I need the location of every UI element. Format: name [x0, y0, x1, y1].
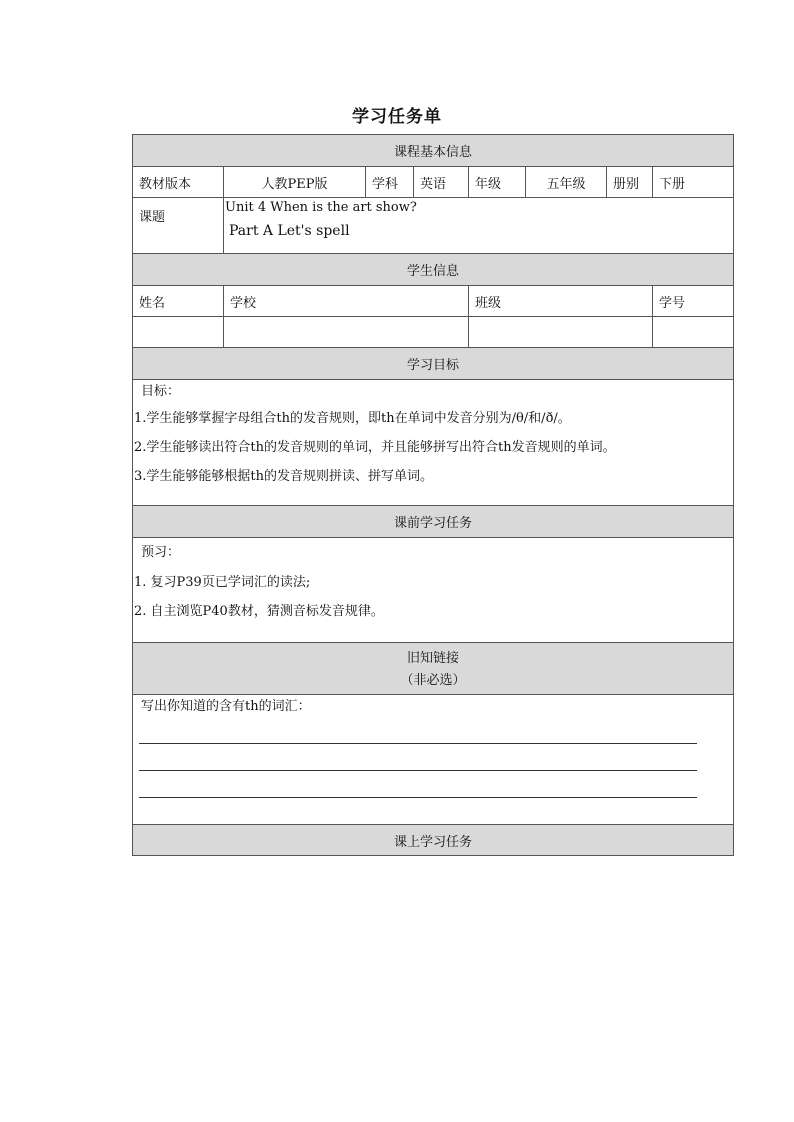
textbook-label: 教材版本	[133, 167, 224, 198]
topic-unit-title: Unit 4 When is the art show?	[225, 200, 417, 215]
grade-value: 五年级	[526, 167, 607, 198]
review-header-optional: （非必选）	[400, 672, 466, 688]
student-school-cell[interactable]	[224, 317, 469, 348]
textbook-value: 人教PEP版	[224, 167, 366, 198]
section-header-goals: 学习目标	[133, 348, 734, 380]
student-number-cell[interactable]	[653, 317, 734, 348]
goal-item: 3.学生能够能够根据th的发音规则拼读、拼写单词。	[134, 469, 434, 484]
goal-item: 1.学生能够掌握字母组合th的发音规则，即th在单词中发音分别为/θ/和/ð/。	[134, 411, 571, 426]
preclass-heading: 预习：	[141, 545, 181, 560]
goal-item: 2.学生能够读出符合th的发音规则的单词，并且能够拼写出符合th发音规则的单词。	[134, 440, 616, 455]
volume-value: 下册	[653, 167, 734, 198]
section-header-preclass: 课前学习任务	[133, 506, 734, 538]
answer-line[interactable]	[139, 771, 697, 798]
section-header-review	[133, 643, 734, 695]
goals-cell	[133, 380, 734, 506]
section-header-inclass: 课上学习任务	[133, 825, 734, 856]
student-class-label: 班级	[469, 286, 653, 317]
task-sheet-table	[132, 134, 734, 856]
volume-label: 册别	[607, 167, 653, 198]
student-name-label: 姓名	[133, 286, 224, 317]
answer-line[interactable]	[139, 744, 697, 771]
section-header-student: 学生信息	[133, 254, 734, 286]
student-number-label: 学号	[653, 286, 734, 317]
section-header-basic: 课程基本信息	[133, 135, 734, 167]
student-name-cell[interactable]	[133, 317, 224, 348]
topic-part-title: Part A Let's spell	[229, 223, 350, 239]
preclass-item: 2. 自主浏览P40教材，猜测音标发音规律。	[134, 604, 384, 619]
preclass-item: 1. 复习P39页已学词汇的读法;	[134, 575, 311, 590]
goals-heading: 目标：	[141, 384, 181, 399]
page-title: 学习任务单	[352, 107, 442, 127]
review-header-title: 旧知链接	[407, 650, 460, 666]
subject-label: 学科	[366, 167, 414, 198]
subject-value: 英语	[414, 167, 469, 198]
student-class-cell[interactable]	[469, 317, 653, 348]
grade-label: 年级	[469, 167, 526, 198]
topic-label: 课题	[133, 198, 224, 254]
answer-line[interactable]	[139, 717, 697, 744]
review-cell	[133, 695, 734, 825]
review-prompt: 写出你知道的含有th的词汇：	[141, 699, 311, 714]
student-school-label: 学校	[224, 286, 469, 317]
preclass-cell	[133, 538, 734, 643]
